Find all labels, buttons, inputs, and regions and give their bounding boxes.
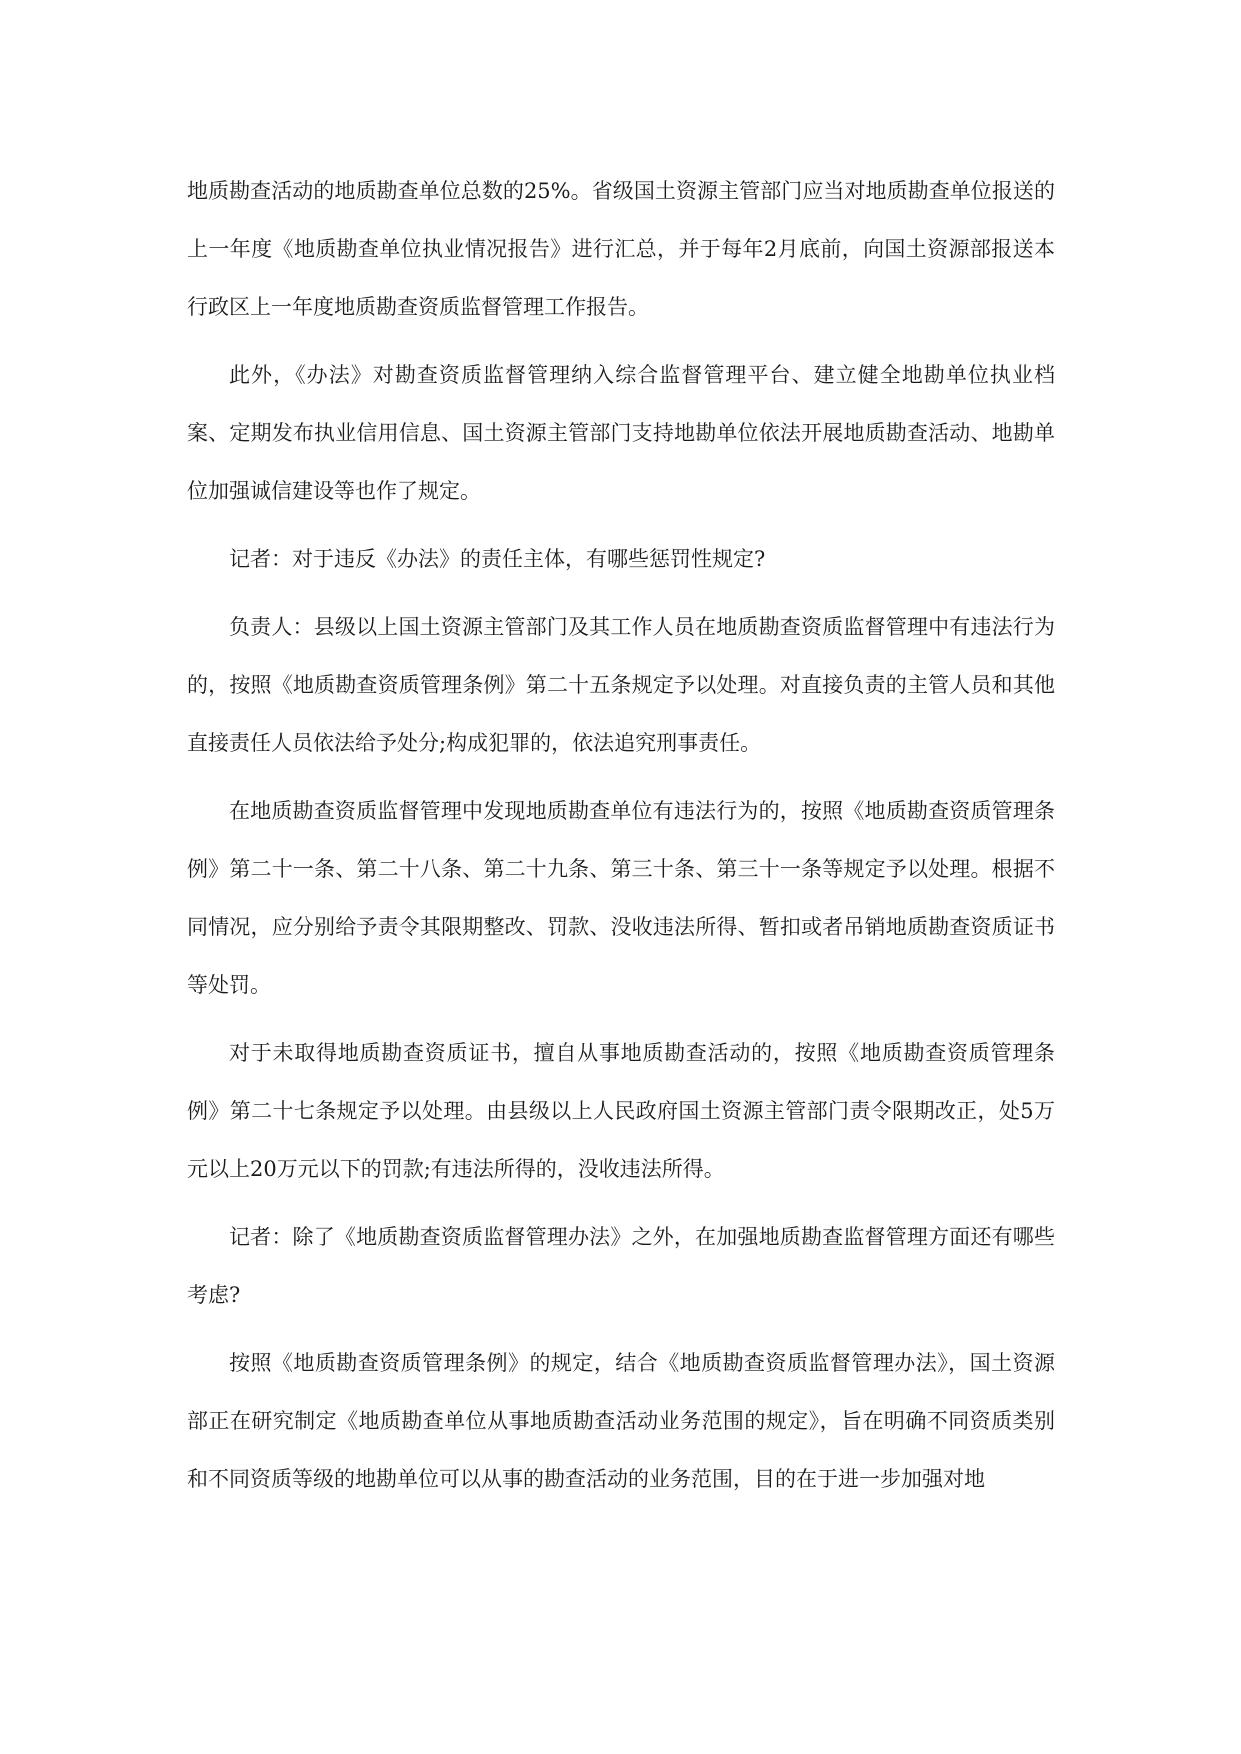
paragraph-2: 此外，《办法》对勘查资质监督管理纳入综合监督管理平台、建立健全地勘单位执业档案、定期发布执业信用信息、国土资源主管部门支持地勘单位依法开展地质勘查活动、地勘单位加强诚信建设等也作了规定。 bbox=[187, 363, 1055, 503]
paragraph-3-reporter-question: 记者：对于违反《办法》的责任主体，有哪些惩罚性规定? bbox=[229, 547, 766, 571]
paragraph-8: 按照《地质勘查资质管理条例》的规定，结合《地质勘查资质监督管理办法》，国土资源部正在研究制定《地质勘查单位从事地质勘查活动业务范围的规定》，旨在明确不同资质类别和不同资质等级的地勘单位可以从事的勘查活动的业务范围，目的在于进一步加强对地 bbox=[187, 1351, 1055, 1491]
paragraph-4-official-answer: 负责人：县级以上国土资源主管部门及其工作人员在地质勘查资质监督管理中有违法行为的，按照《地质勘查资质管理条例》第二十五条规定予以处理。对直接负责的主管人员和其他直接责任人员依法给予处分;构成犯罪的，依法追究刑事责任。 bbox=[187, 615, 1055, 755]
paragraph-1: 地质勘查活动的地质勘查单位总数的25%。省级国土资源主管部门应当对地质勘查单位报送的上一年度《地质勘查单位执业情况报告》进行汇总，并于每年2月底前，向国土资源部报送本行政区上一年度地质勘查资质监督管理工作报告。 bbox=[187, 179, 1055, 319]
document-body bbox=[187, 162, 1055, 1508]
paragraph-7-reporter-question: 记者：除了《地质勘查资质监督管理办法》之外，在加强地质勘查监督管理方面还有哪些考虑? bbox=[187, 1225, 1055, 1307]
paragraph-5: 在地质勘查资质监督管理中发现地质勘查单位有违法行为的，按照《地质勘查资质管理条例》第二十一条、第二十八条、第二十九条、第三十条、第三十一条等规定予以处理。根据不同情况，应分别给予责令其限期整改、罚款、没收违法所得、暂扣或者吊销地质勘查资质证书等处罚。 bbox=[187, 799, 1055, 997]
paragraph-6: 对于未取得地质勘查资质证书，擅自从事地质勘查活动的，按照《地质勘查资质管理条例》第二十七条规定予以处理。由县级以上人民政府国土资源主管部门责令限期改正，处5万元以上20万元以下的罚款;有违法所得的，没收违法所得。 bbox=[187, 1041, 1055, 1181]
